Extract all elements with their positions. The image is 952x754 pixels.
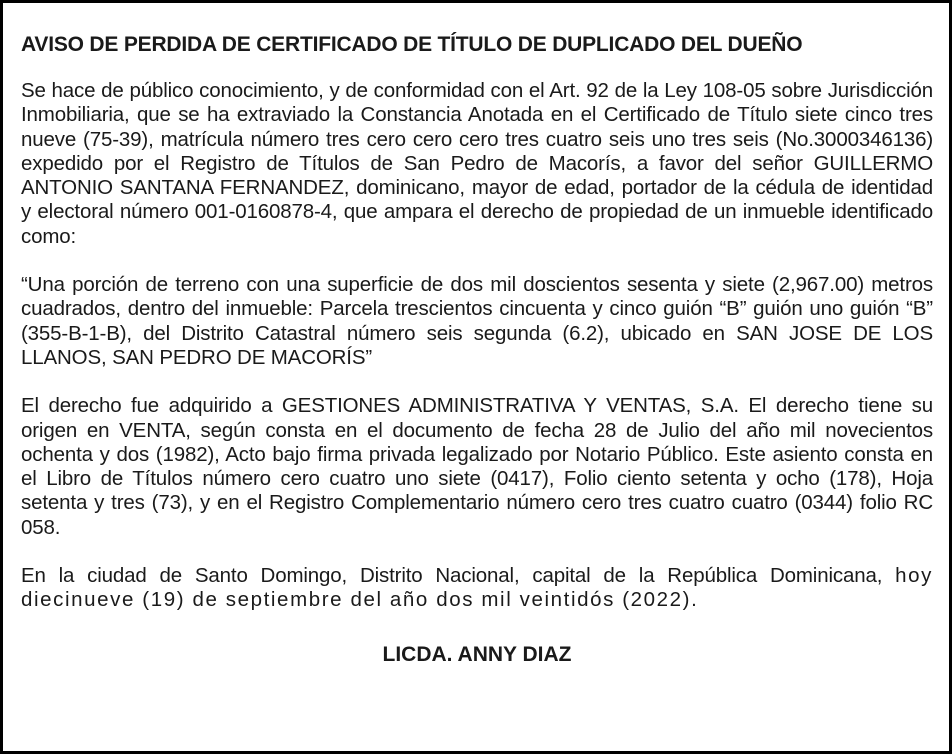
closing-place-line: En la ciudad de Santo Domingo, Distrito Nacional, capital de la República Dominicana, [21, 564, 883, 588]
intro-paragraph: Se hace de público conocimiento, y de conformidad con el Art. 92 de la Ley 108-05 sobre Jurisdicción Inmobiliaria, que se ha extraviado la Constancia Anotada en el Certificado de Título siete cinco tres nueve (75-39), matrícula número tres cero cero cero tres cuatro seis uno tres seis (No.3000346136) expedido por el Registro de Títulos de San Pedro de Macorís, a favor del señor GUILLERMO ANTONIO SANTANA FERNANDEZ, dominicano, mayor de edad, portador de la cédula de identidad y electoral número 001-0160878-4, que ampara el derecho de propiedad de un inmueble identificado como: [21, 79, 933, 248]
closing-date-line: hoy diecinueve (19) de septiembre del año dos mil veintidós (2022). [21, 564, 933, 612]
signature: LICDA. ANNY DIAZ [382, 642, 572, 666]
property-description-paragraph: “Una porción de terreno con una superficie de dos mil doscientos sesenta y siete (2,967.00) metros cuadrados, dentro del inmueble: Parcela trescientos cincuenta y cinco guión “B” guión uno guión “B” (355-B-1-B), del Distrito Catastral número seis segunda (6.2), ubicado en SAN JOSE DE LOS LLANOS, SAN PEDRO DE MACORÍS” [21, 273, 933, 369]
notice-title: AVISO DE PERDIDA DE CERTIFICADO DE TÍTULO DE DUPLICADO DEL DUEÑO [21, 33, 803, 56]
acquisition-paragraph: El derecho fue adquirido a GESTIONES ADMINISTRATIVA Y VENTAS, S.A. El derecho tiene su origen en VENTA, según consta en el documento de fecha 28 de Julio del año mil novecientos ochenta y dos (1982), Acto bajo firma privada legalizado por Notario Público. Este asiento consta en el Libro de Títulos número cero cuatro uno siete (0417), Folio ciento setenta y ocho (178), Hoja setenta y tres (73), y en el Registro Complementario número cero tres cuatro cuatro (0344) folio RC 058. [21, 394, 933, 539]
closing-paragraph [21, 564, 933, 613]
